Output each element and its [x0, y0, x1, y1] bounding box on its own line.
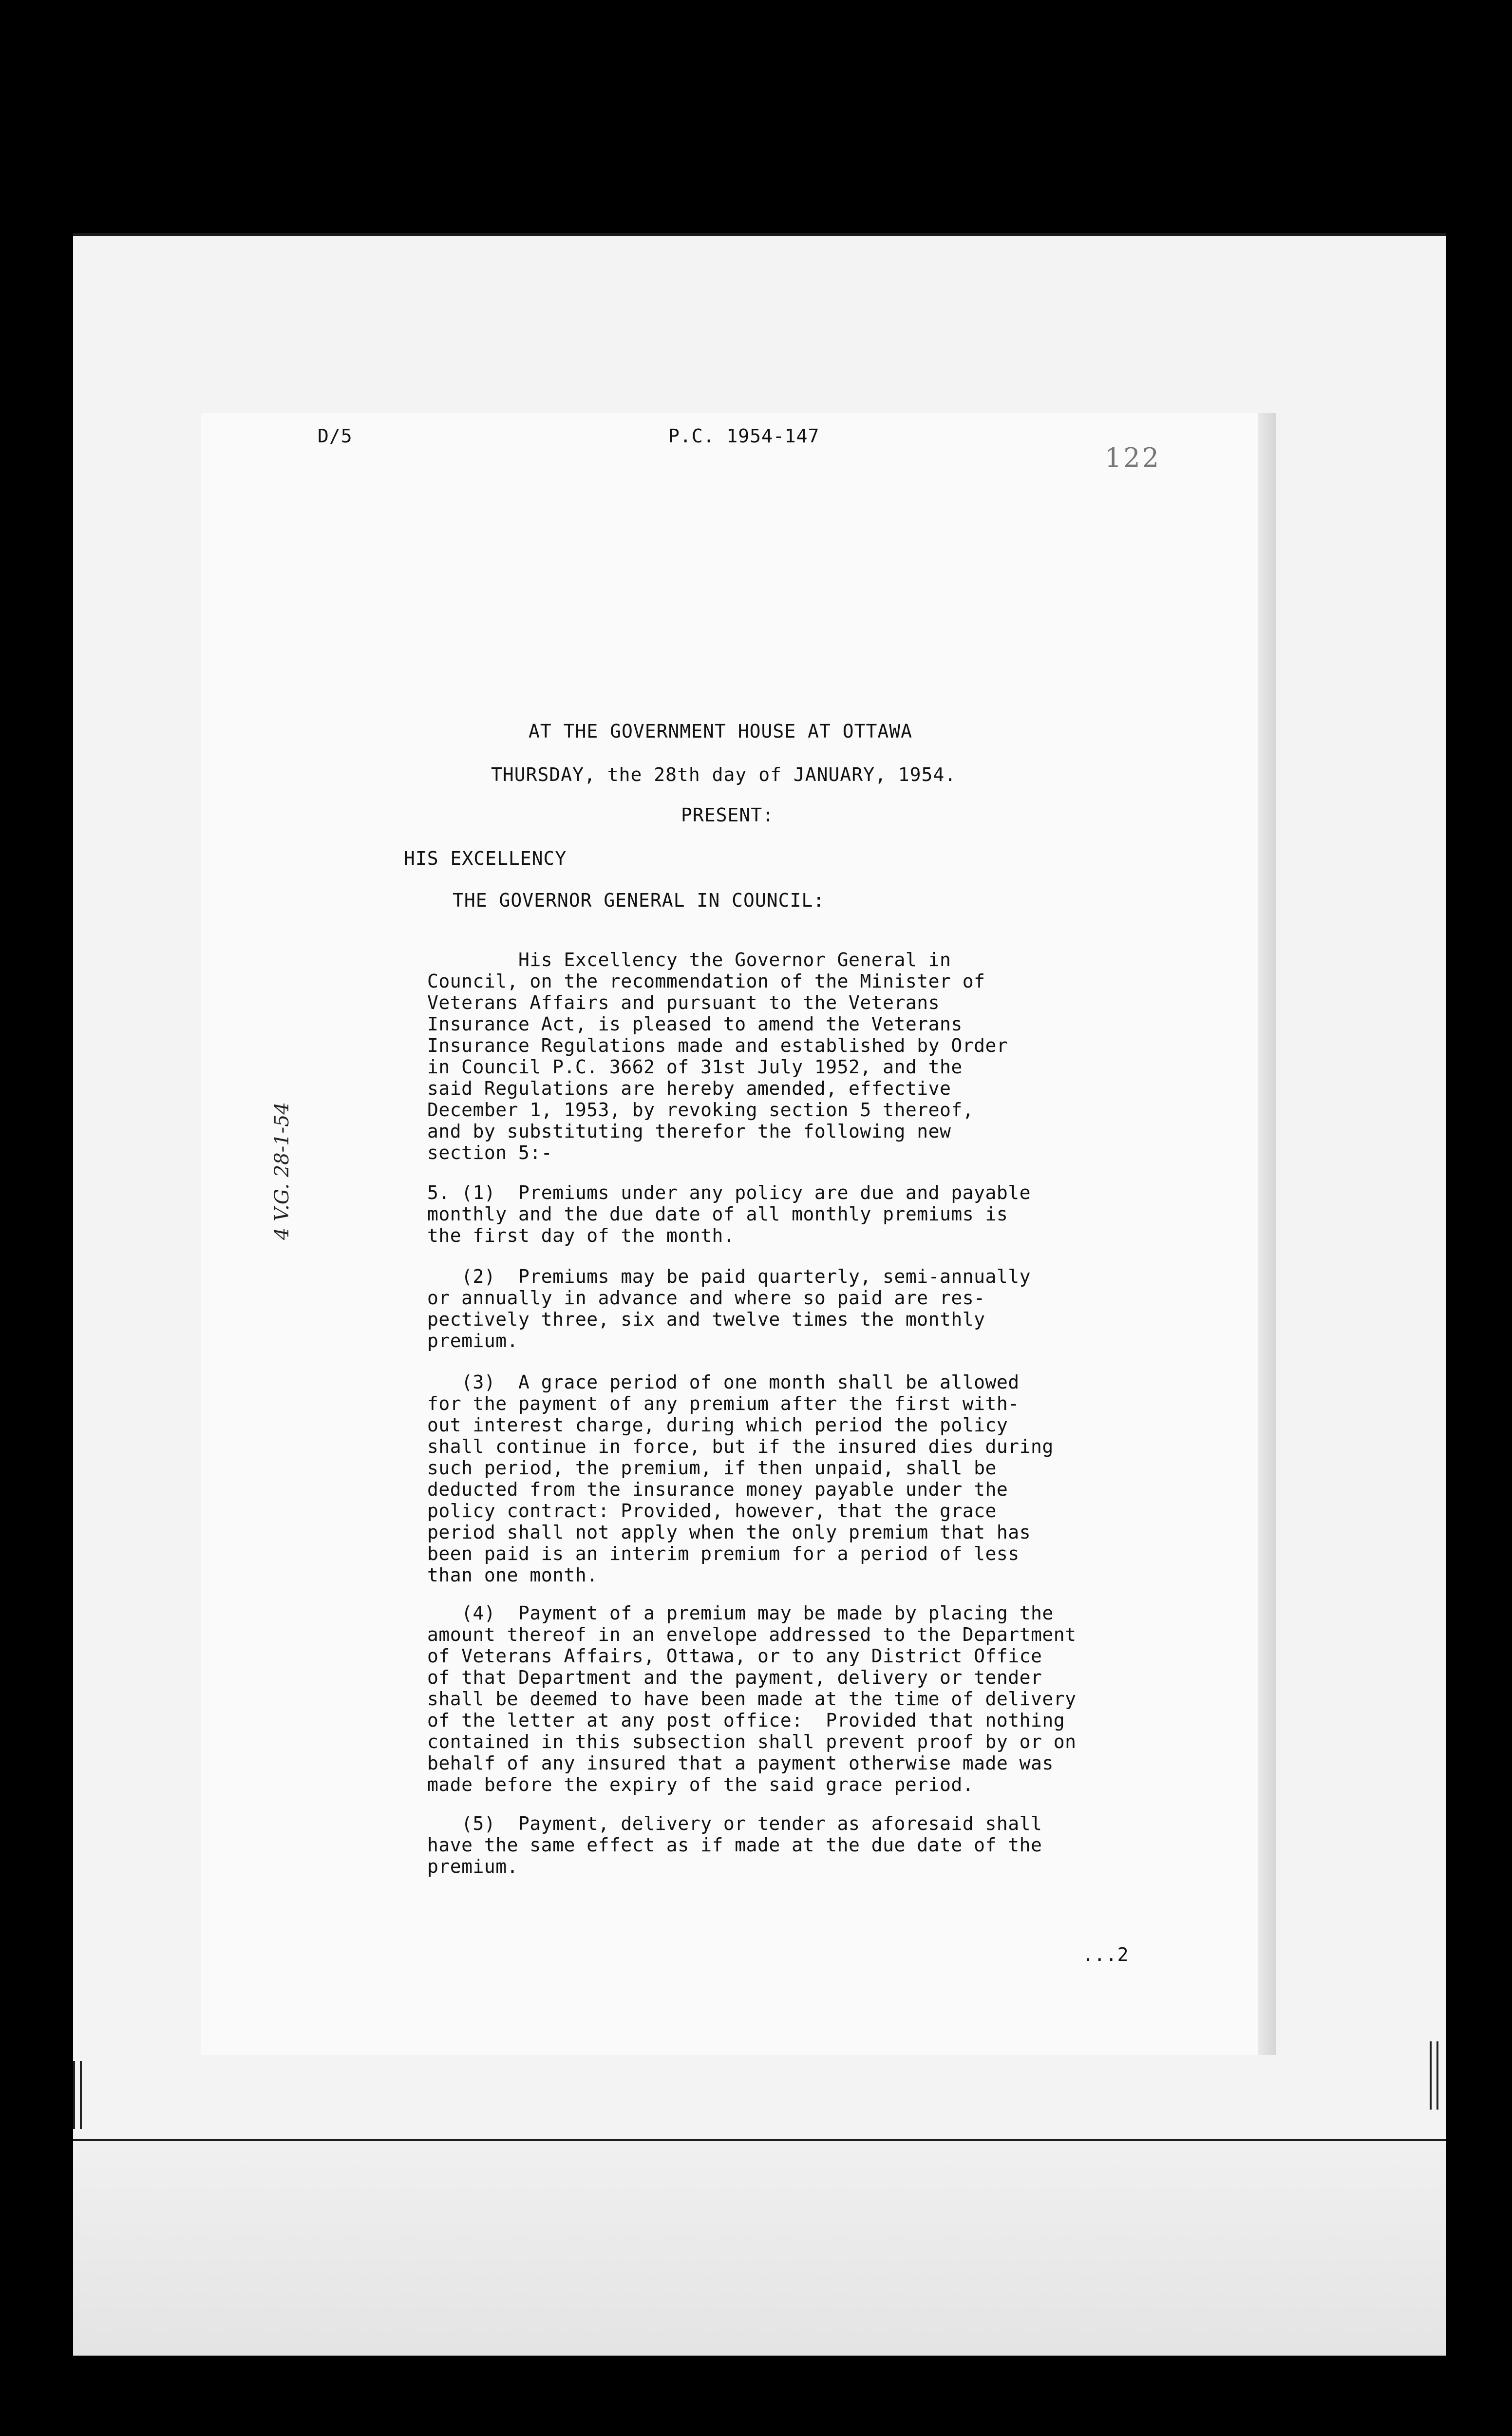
section-5-5: (5) Payment, delivery or tender as aforesaid shall have the same effect as if made at the due date of the premium. [427, 1813, 1042, 1877]
continuation-marker: ...2 [1082, 1944, 1129, 1965]
lower-sheet-edge [73, 2139, 1446, 2356]
handwritten-margin-note: 4 V.G. 28-1-54 [271, 1102, 293, 1240]
left-binding-mark [73, 2061, 82, 2129]
pc-number: P.C. 1954-147 [668, 425, 820, 447]
council-label: THE GOVERNOR GENERAL IN COUNCIL: [453, 890, 825, 911]
section-5-4: (4) Payment of a premium may be made by placing the amount thereof in an envelope addressed to the Department of Veterans Affairs, Ottawa, or to any District Office of that Department and the payment, delivery or tender shall be deemed to have been made at the time of delivery of the letter at any post office: Provided that nothing contained in this subsection shall prevent proof by or on behalf of any insured that a payment otherwise made was made before the expiry of the said grace period. [427, 1602, 1077, 1795]
section-5-2: (2) Premiums may be paid quarterly, semi-annually or annually in advance and where so paid are res- pectively three, six and twelve times the monthly premium. [427, 1266, 1031, 1351]
right-binding-mark [1430, 2041, 1438, 2110]
place-heading: AT THE GOVERNMENT HOUSE AT OTTAWA [529, 721, 912, 742]
date-line: THURSDAY, the 28th day of JANUARY, 1954. [491, 764, 957, 785]
file-code: D/5 [318, 425, 353, 447]
page-number-stamp: 122 [1105, 442, 1161, 473]
intro-paragraph: His Excellency the Governor General in Council, on the recommendation of the Minister of Veterans Affairs and pursuant to the Veterans Insurance Act, is pleased to amend the Veterans Insurance Regulations made and established by Order in Council P.C. 3662 of 31st July 1952, and the said Regulations are hereby amended, effective December 1, 1953, by revoking section 5 thereof, and by substituting therefor the following new section 5:- [427, 949, 1008, 1163]
present-label: PRESENT: [681, 804, 775, 826]
section-5-1: 5. (1) Premiums under any policy are due and payable monthly and the due date of all monthly premiums is the first day of the month. [427, 1182, 1031, 1246]
section-5-3: (3) A grace period of one month shall be allowed for the payment of any premium after the first with- out interest charge, during which period the policy shall continue in force, but if the insured dies during such period, the premium, if then unpaid, shall be deducted from the insurance money payable under the policy contract: Provided, however, that the grace period shall not apply when the only premium that has been paid is an interim premium for a period of less than one month. [427, 1371, 1054, 1586]
his-excellency-label: HIS EXCELLENCY [404, 848, 567, 869]
